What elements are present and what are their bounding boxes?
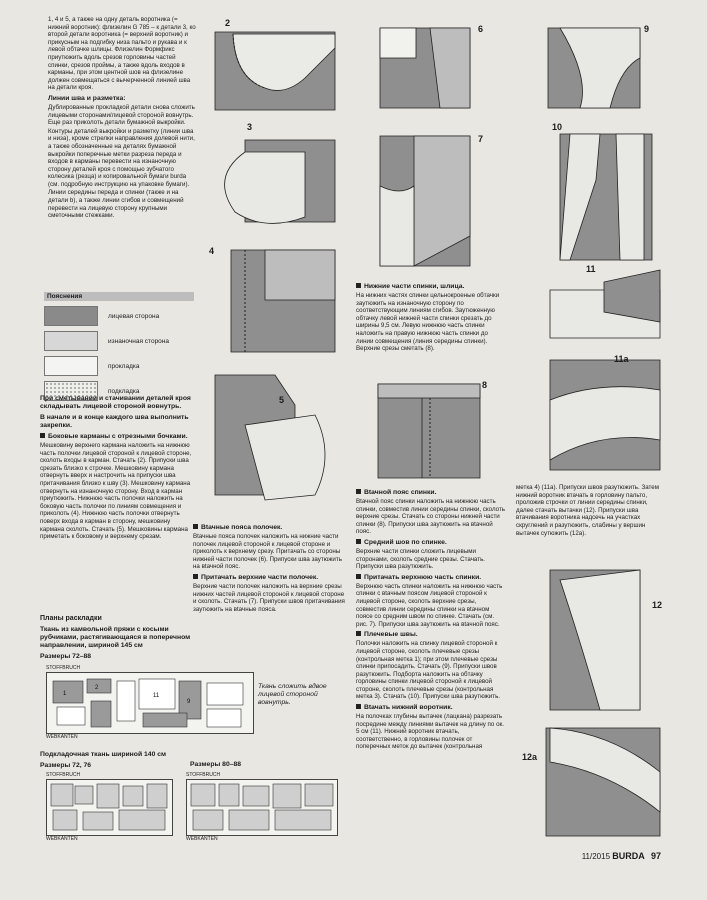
left-column-2 [40, 392, 195, 542]
left-column [48, 16, 196, 221]
figure-8: 8 [370, 378, 500, 488]
section-b-text: Верхние части полочек наложить на верхние срезы нижних частей лицевой стороной к лицевой стороне и сколоть. Стачать (7). Припуски швов притачивания заутюжить на вtачные пояса. [193, 582, 345, 613]
sizes1: Размеры 72–88 [40, 653, 92, 660]
figure-9: 9 [540, 18, 670, 118]
section1-text2: Контуры деталей выкройки и разметку (линии шва и низа), кроме стрелки направления долевой нити, а также обозначенные на деталях бумажной выкройки поперечные метки разреза переда и входов в карманы перевести на изнаночную сторону деталей кроя с помощью зубчатого колесика (резца) и копировальной бумаги burda (см. подробную инструкцию на упаковке бумаги). [48, 127, 195, 188]
figure-6: 6 [360, 18, 492, 118]
figure-11a: 11a [540, 350, 670, 480]
figure-7: 7 [360, 126, 492, 276]
brand-label: BURDA [612, 851, 645, 861]
svg-text:9: 9 [187, 699, 191, 705]
s5-text: Полочки наложить на спинку лицевой стороной к лицевой стороне, сколоть плечевые срезы (контрольная метка 1); при этом плечевые срезы спинки припосадить. Стачать (9). Припуски швов разутюжить. Подборта наложить на обтачку горловины спинки лицевой стороной к лицевой стороне, сколоть плечевые срезы (контрольная метка 3). Стачать (10). Припуски шва разутюжить. [356, 640, 501, 701]
swatch-light [44, 331, 98, 351]
figure-12a: 12a [520, 722, 670, 840]
swatch-dark [44, 306, 98, 326]
svg-text:2: 2 [95, 685, 99, 691]
sizes3: Размеры 80–88 [190, 761, 242, 768]
section2-text: Мешковину верхнего кармана наложить на нижнюю часть полочки лицевой стороной к лицевой стороне, сколоть входы в карман. Стачать (2). Припуски шва срезать близко к строчке. Мешковину кармана отвернуть вверх и настрочить на припуски шва притачивания близко к шву (3). Мешковину кармана отвернуть на изнаночную сторону. Вход в карман приутюжить. Нижнюю часть полочки наложить на боковую часть полочки по линиям совмещения и приколоть (4). Нижнюю часть полочки отвернуть поверх входа в карман в сторону, мешковину кармана сколоть. Стачать (5). Мешковины кармана приметать к боковому и верхнему срезам. [40, 442, 192, 541]
s3-text: Верхние части спинки сложить лицевыми сторонами, сколоть средние срезы. Стачать. Припуски шва разутюжить. [356, 547, 486, 571]
page-number: 97 [650, 851, 661, 861]
stoffbruch-label-3: STOFFBRUCH [186, 772, 221, 778]
figure-3: 3 [205, 122, 345, 237]
layout-pieces-3 [187, 780, 337, 835]
s3-title: Средний шов по спинке. [356, 539, 506, 547]
legend [44, 292, 194, 405]
far-right-paragraph: метка 4) (11a). Припуски швов разутюжить. Затем нижний воротник втачать в горловину пальто, проложив строчки от линии середины спинки, далее стачать вытачки (12). Припуски шва втачивания воротника надсечь на участках скруглений и разутюжить, слабины у вершин вытачек сутюжить (12а). [516, 484, 659, 537]
svg-text:1: 1 [63, 691, 67, 697]
page-footer [582, 851, 661, 861]
s6-text: На полочках глубины вытачек (лацкана) разрезать посредине между линиями вытачек на длину по ок. 5 см (11). Нижний воротник втачать, соответственно, в горловины полочек от поперечных меток до вытачек (контрольная [356, 713, 504, 751]
figure-2: 2 [205, 18, 345, 118]
webkanten-label-3: WEBKANTEN [186, 836, 218, 842]
layout-pieces-2 [47, 780, 172, 835]
s1-title: Нижние части спинки, шлица. [356, 283, 506, 291]
sizes2: Размеры 72, 76 [40, 762, 92, 769]
far-right-text [516, 484, 666, 538]
legend-title: Пояснения [44, 292, 194, 301]
section1-text3: Линии середины переда и спинки (также и на детали b), а также линии сгибов и совмещений перевести на лицевую сторону крупными сметочными стежками. [48, 189, 184, 220]
s4-text: Верхнюю часть спинки наложить на нижнюю часть спинки с вtачным поясом лицевой стороной к лицевой стороне, сколоть верхние срезы, совместив линии середины спинки на вtачном поясе со средним швом по спинке. Стачать (см. рис. 7). Припуски шва заутюжить на вtачной пояс. [356, 582, 503, 628]
s5-title: Плечевые швы. [356, 631, 506, 639]
s2-text: Вtачной пояс спинки наложить на нижнюю часть спинки, совместив линии середины спинки, сколоть верхние срезы. Стачать со стороны нижней части спинки (8). Припуски шва заутюжить на вtачной пояс. [356, 498, 506, 536]
svg-text:11: 11 [153, 693, 160, 699]
fold-note: Ткань сложить вдвое лицевой стороной вовнутрь. [258, 683, 327, 706]
plans-text: Ткань из камвольной пряжи с косыми рубчиками, растягивающаяся в поперечном направлении, шириной 145 см [40, 626, 191, 649]
cutting-layout-3 [186, 779, 338, 836]
legend-item-right-side: лицевая сторона [44, 305, 194, 327]
webkanten-label-2: WEBKANTEN [46, 836, 78, 842]
s2-title: Вtачной пояс спинки. [356, 489, 506, 497]
layout-pieces-1 [47, 673, 253, 733]
section2-title: Боковые карманы с отрезными бочками. [40, 433, 195, 441]
section-b-title: Притачать верхние части полочек. [193, 574, 349, 582]
webkanten-label-1: WEBKANTEN [46, 734, 78, 740]
figure-10: 10 [540, 120, 670, 270]
figure-11: 11 [540, 262, 670, 342]
s6-title: Вtачать нижний воротник. [356, 704, 506, 712]
intro-text: 1, 4 и 5, а также на одну деталь воротника (= нижний воротник): флизелин G 785 – к детали 3, ко второй детали воротника (= верхний воротник) и прикусным на подгибку низа пальто и рукава и к левой обтачке шлицы. Флизелин Формфикс приутюжить вдоль срезов горловины частей спинки, срезов проймы, а также вдоль входов в карманы, при этом центной шов на флизелине должен совмещаться с вычерченной линией шва на детали кроя. [48, 16, 196, 92]
issue-label: 11/2015 [581, 852, 611, 861]
section-a-title: Вtачные пояса полочек. [193, 524, 349, 532]
mid-column-text [193, 521, 349, 614]
cutting-layout-2 [46, 779, 173, 836]
section1-text: Дублированные прокладкой детали снова сложить лицевыми сторонами/лицевой стороной вовнутрь. Еще раз приколоть детали бумажной выкройки. [48, 103, 195, 127]
s4-title: Притачать верхнюю часть спинки. [356, 574, 506, 582]
legend-item-wrong-side: изнаночная сторона [44, 330, 194, 352]
section1-title: Линии шва и разметка: [48, 94, 126, 102]
section-a-text: Вtачные пояса полочек наложить на нижние части полочек лицевой стороной к лицевой стороне и приколоть к верхнему срезу. Притачать со стороны нижней части полочек (6). Припуски шва заутюжить на вtачной пояс. [193, 533, 342, 571]
legend-item-interfacing: прокладка [44, 355, 194, 377]
legend-note: При сметывании и стачивании деталей кроя складывать лицевой стороной вовнутрь. [40, 395, 191, 410]
figure-5: 5 [205, 365, 345, 513]
swatch-white [44, 356, 98, 376]
cutting-layout-1 [46, 672, 254, 734]
legend-note2: В начале и в конце каждого шва выполнить закрепки. [40, 414, 189, 429]
plans-title: Планы раскладки [40, 615, 102, 622]
legend-item-lining: подкладка [44, 380, 194, 402]
figure-12: 12 [540, 560, 670, 720]
plans-block [40, 612, 200, 662]
right-column-text-1 [356, 280, 506, 354]
stoffbruch-label-1: STOFFBRUCH [46, 665, 81, 671]
right-column-text-2 [356, 486, 506, 752]
s1-text: На нижних частях спинки цельнокроеные обтачки заутюжить на изнаночную сторону по соответствующим линиям сгибов. Заутюженную обтачку левой нижней части спинки срезать до ширины 9,5 см. Левую нижнюю часть спинки наложить на правую нижнюю часть спинки до линии совмещения (линия середины спинки). Верхние срезы сметать (8). [356, 292, 500, 353]
stoffbruch-label-2: STOFFBRUCH [46, 772, 81, 778]
figure-4: 4 [205, 240, 345, 360]
width-label: Подкладочная ткань шириной 140 см [40, 751, 167, 758]
